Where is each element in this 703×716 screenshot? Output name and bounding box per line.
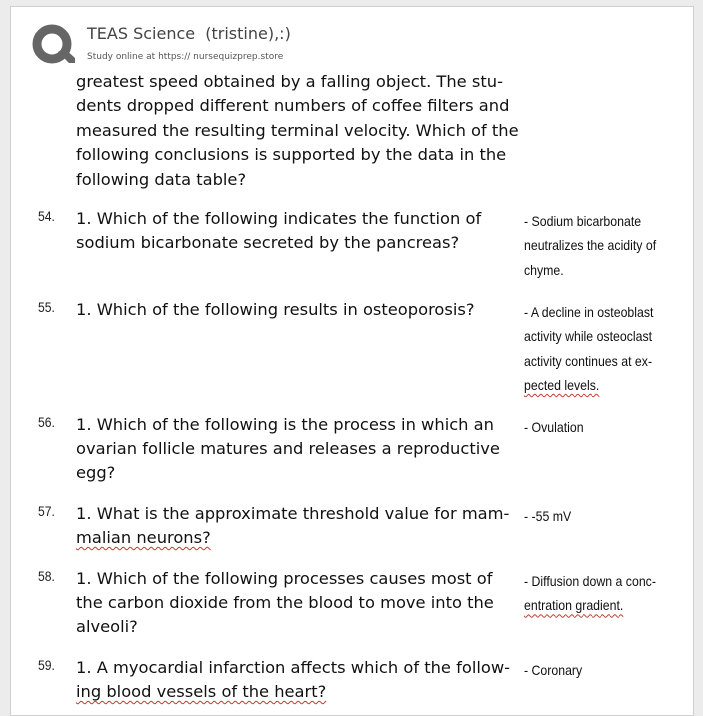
answer-line: - A decline in osteoblast bbox=[524, 304, 654, 320]
answer-line: chyme. bbox=[524, 261, 564, 278]
header-title: TEAS Science (tristine),:) bbox=[87, 24, 291, 43]
question-text bbox=[76, 567, 494, 639]
answer-line: - -55 mV bbox=[524, 508, 572, 524]
question-number: 58. bbox=[38, 569, 55, 584]
answer-line: - Diffusion down a conc- bbox=[524, 573, 656, 589]
question-line: egg? bbox=[76, 463, 116, 482]
intro-paragraph bbox=[76, 70, 521, 192]
intro-line: following data table? bbox=[76, 169, 247, 189]
question-line: ing blood vessels of the heart? bbox=[76, 682, 327, 701]
answer-line: - Ovulation bbox=[524, 419, 584, 435]
question-line: the carbon dioxide from the blood to move into the bbox=[76, 593, 494, 612]
question-line: 1. Which of the following results in osteoporosis? bbox=[76, 300, 475, 319]
question-text bbox=[76, 298, 475, 322]
question-line: malian neurons? bbox=[76, 528, 211, 547]
question-number: 54. bbox=[38, 209, 55, 224]
intro-line: dents dropped different numbers of coffee filters and bbox=[76, 96, 510, 116]
intro-line: following conclusions is supported by the data in the bbox=[76, 145, 507, 165]
answer-line: activity continues at ex- bbox=[524, 352, 653, 369]
question-line: 1. Which of the following indicates the function of bbox=[76, 209, 482, 228]
answer-line: - Coronary bbox=[524, 662, 583, 678]
answer-line: activity while osteoclast bbox=[524, 328, 653, 345]
question-line: ovarian follicle matures and releases a reproductive bbox=[76, 439, 500, 458]
question-number: 55. bbox=[38, 300, 55, 315]
question-number: 59. bbox=[38, 658, 55, 673]
answer-line: entration gradient. bbox=[524, 597, 624, 614]
question-line: sodium bicarbonate secreted by the pancreas? bbox=[76, 233, 460, 252]
question-line: 1. What is the approximate threshold value for mam- bbox=[76, 504, 510, 523]
question-text bbox=[76, 413, 500, 485]
answer-text bbox=[524, 504, 571, 528]
question-line: 1. Which of the following is the process in which an bbox=[76, 415, 494, 434]
intro-line: greatest speed obtained by a falling object. The stu- bbox=[76, 72, 503, 91]
answer-line: neutralizes the acidity of bbox=[524, 237, 657, 254]
answer-text bbox=[524, 569, 656, 618]
question-line: 1. Which of the following processes causes most of bbox=[76, 569, 493, 588]
intro-line: measured the resulting terminal velocity. Which of the bbox=[76, 120, 519, 140]
logo-icon bbox=[31, 23, 75, 67]
answer-line: - Sodium bicarbonate bbox=[524, 213, 642, 229]
answer-text bbox=[524, 209, 656, 282]
answer-text bbox=[524, 415, 584, 439]
answer-line: pected levels. bbox=[524, 376, 600, 393]
question-text bbox=[76, 207, 481, 255]
question-number: 57. bbox=[38, 504, 55, 519]
question-line: alveoli? bbox=[76, 617, 138, 636]
question-line: 1. A myocardial infarction affects which of the follow- bbox=[76, 658, 511, 677]
question-text bbox=[76, 656, 510, 704]
answer-text bbox=[524, 658, 582, 682]
header-subtitle: Study online at https:// nursequizprep.store bbox=[87, 52, 284, 62]
answer-text bbox=[524, 300, 653, 397]
question-number: 56. bbox=[38, 415, 55, 430]
question-text bbox=[76, 502, 509, 550]
